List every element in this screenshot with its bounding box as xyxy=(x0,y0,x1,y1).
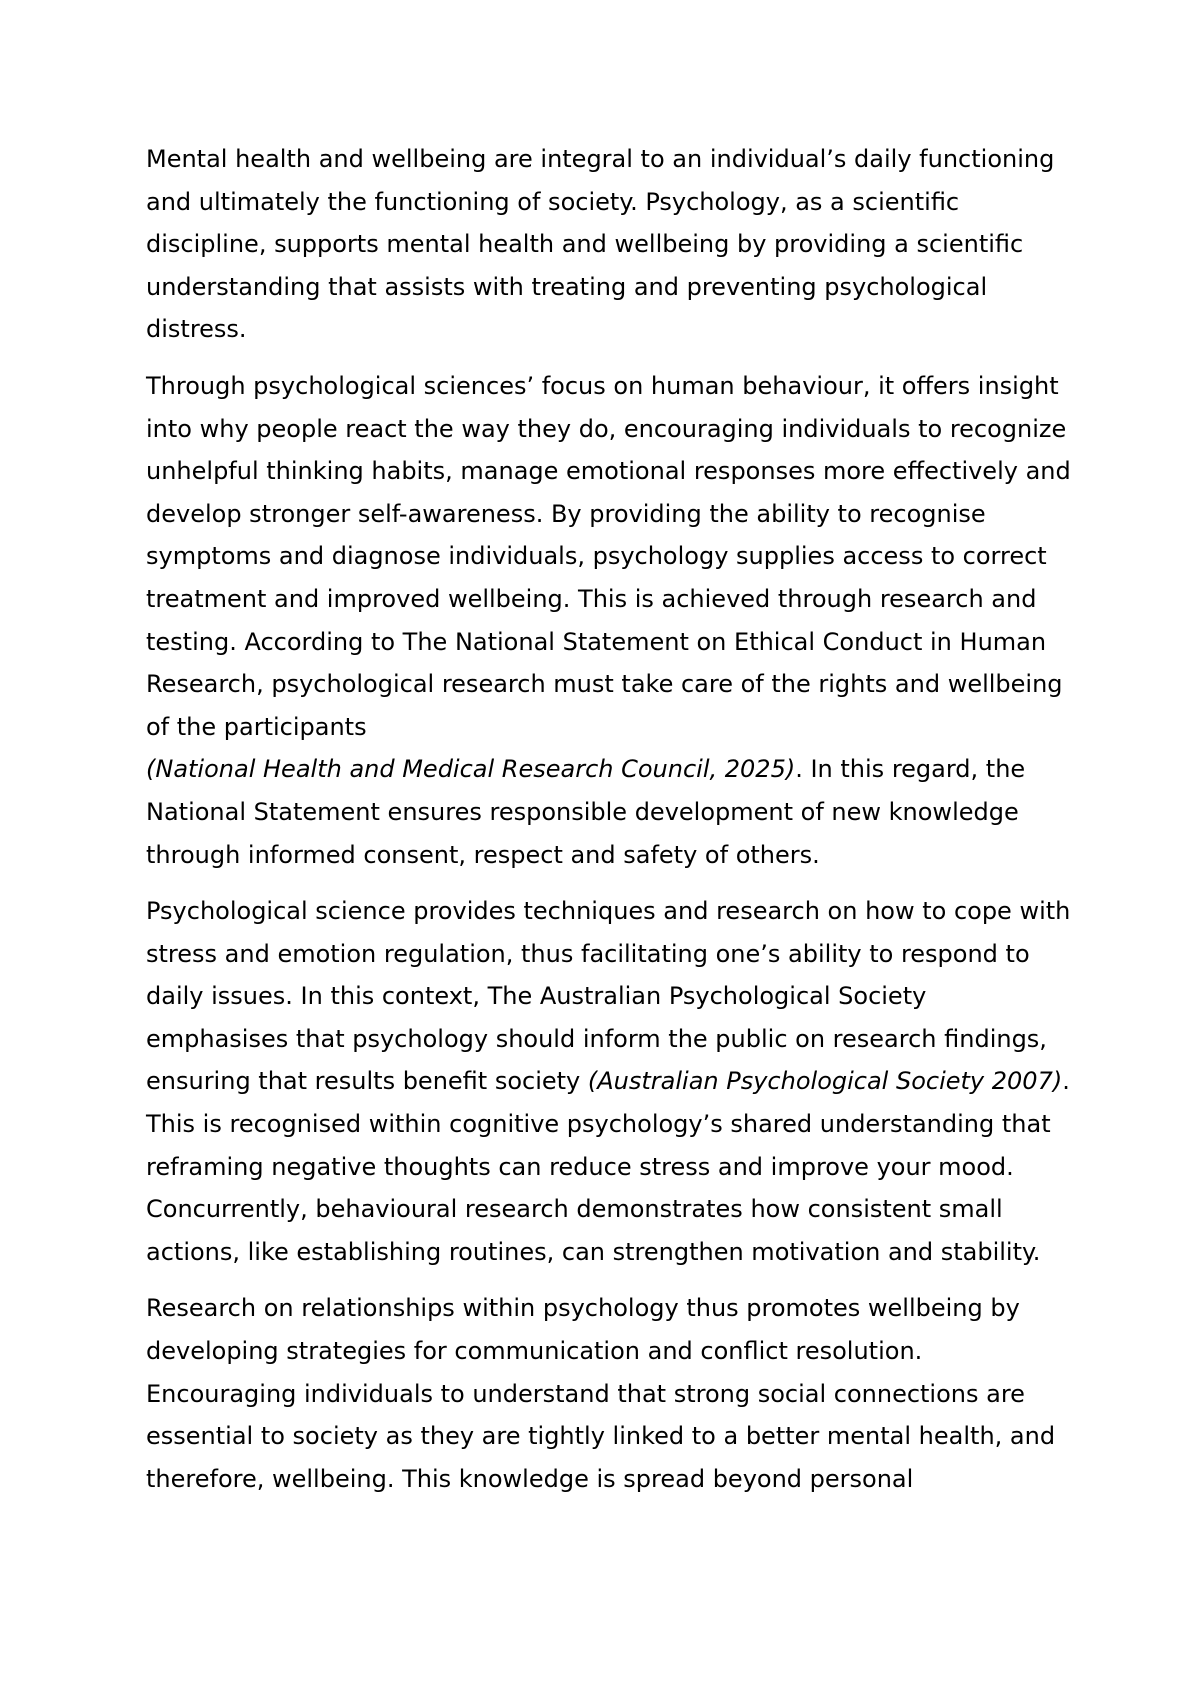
paragraph-4-text: Research on relationships within psychology thus promotes wellbeing by developing strategies for communication and conflict resolution. Encouraging individuals to understand that strong social connections are essential to society as they are tightly linked to a better mental health, and therefore, wellbeing. This knowledge is spread beyond personal xyxy=(146,1294,1056,1493)
paragraph-2-citation: (National Health and Medical Research Council, 2025) xyxy=(146,755,796,784)
paragraph-3-citation: (Australian Psychological Society 2007) xyxy=(587,1067,1063,1096)
paragraph-1 xyxy=(146,138,1076,351)
paragraph-3-text-after: . This is recognised within cognitive psychology’s shared understanding that reframing negative thoughts can reduce stress and improve your mood. Concurrently, behavioural research demonstrates how consistent small actions, like establishing routines, can strengthen motivation and stability. xyxy=(146,1067,1070,1266)
paragraph-2 xyxy=(146,365,1076,876)
paragraph-1-text: Mental health and wellbeing are integral to an individual’s daily functioning and ultimately the functioning of society. Psychology, as a scientific discipline, supports mental health and wellbeing by providing a scientific understanding that assists with treating and preventing psychological distress. xyxy=(146,145,1055,344)
paragraph-3-text-before: Psychological science provides techniques and research on how to cope with stress and emotion regulation, thus facilitating one’s ability to respond to daily issues. In this context, The Australian Psychological Society emphasises that psychology should inform the public on research findings, ensuring that results benefit society xyxy=(146,897,1071,1096)
paragraph-3 xyxy=(146,890,1076,1273)
paragraph-4 xyxy=(146,1287,1076,1500)
paragraph-2-text-before: Through psychological sciences’ focus on human behaviour, it offers insight into why people react the way they do, encouraging individuals to recognize unhelpful thinking habits, manage emotional responses more effectively and develop stronger self-awareness. By providing the ability to recognise symptoms and diagnose individuals, psychology supplies access to correct treatment and improved wellbeing. This is achieved through research and testing. According to The National Statement on Ethical Conduct in Human Research, psychological research must take care of the rights and wellbeing of the participants xyxy=(146,371,1071,741)
paragraph-2-text-after: . In this regard, the National Statement ensures responsible development of new knowledge through informed consent, respect and safety of others. xyxy=(146,755,1026,869)
document-body xyxy=(146,138,1076,1514)
